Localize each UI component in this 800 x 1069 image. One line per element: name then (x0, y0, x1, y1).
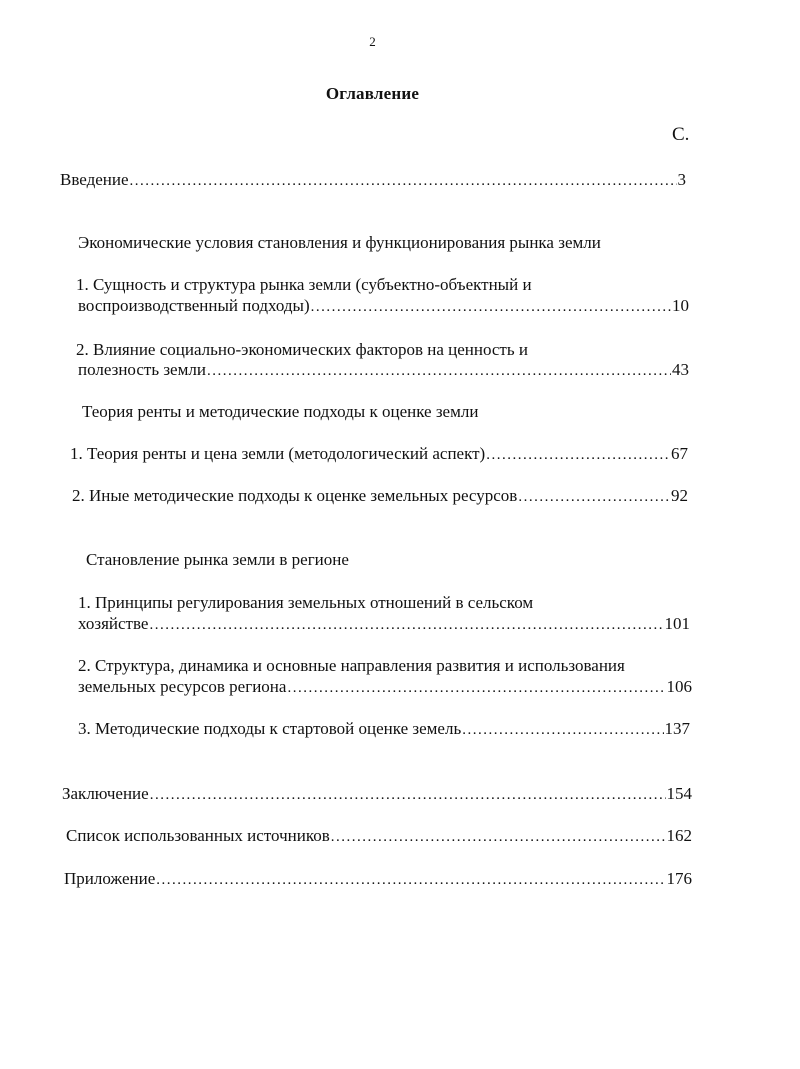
page-column-label: С. (672, 124, 690, 145)
dot-leader (462, 719, 663, 739)
toc-entry-page: 43 (672, 360, 689, 379)
dot-leader (149, 614, 663, 634)
toc-entry-page: 3 (677, 170, 686, 189)
toc-entry-conclusion (62, 784, 692, 804)
toc-entry-label: 1. Принципы регулирования земельных отношений в сельском (78, 593, 534, 612)
page-number: 2 (369, 34, 376, 49)
toc-entry-label: хозяйстве (78, 614, 149, 633)
toc-entry-page: 162 (666, 826, 692, 845)
toc-entry-label: 2. Иные методические подходы к оценке земельных ресурсов (72, 486, 518, 505)
dot-leader (486, 444, 670, 464)
toc-entry-page: 92 (671, 486, 688, 505)
toc-entry-page: 106 (666, 677, 692, 696)
toc-entry-label: Приложение (64, 869, 156, 888)
toc-entry-introduction (60, 170, 686, 190)
toc-entry-label: 1. Сущность и структура рынка земли (субъектно-объектный и (76, 275, 532, 294)
toc-entry-ch2-s1 (70, 444, 688, 464)
toc-entry-page: 137 (664, 719, 690, 738)
toc-entry-page: 101 (664, 614, 690, 633)
toc-entry-ch1-s2 (78, 360, 689, 380)
dot-leader (311, 296, 671, 316)
chapter-1-title: Экономические условия становления и функционирования рынка земли (78, 233, 601, 252)
toc-entry-appendix (64, 869, 692, 889)
dot-leader (130, 170, 677, 190)
toc-entry-label: Заключение (62, 784, 149, 803)
toc-entry-ch3-s2 (78, 677, 692, 697)
chapter-2-title: Теория ренты и методические подходы к оценке земли (82, 402, 479, 421)
toc-entry-label: воспроизводственный подходы) (78, 296, 310, 315)
toc-entry-label: полезность земли (78, 360, 206, 379)
dot-leader (331, 826, 666, 846)
toc-entry-page: 10 (672, 296, 689, 315)
toc-entry-label: 2. Влияние социально-экономических факторов на ценность и (76, 340, 528, 359)
toc-entry-sources (66, 826, 692, 846)
toc-entry-label: 1. Теория ренты и цена земли (методологический аспект) (70, 444, 486, 463)
dot-leader (287, 677, 665, 697)
toc-entry-ch3-s1 (78, 614, 690, 634)
dot-leader (150, 784, 666, 804)
page-title: Оглавление (325, 84, 420, 103)
toc-entry-label: земельных ресурсов региона (78, 677, 287, 696)
dot-leader (207, 360, 671, 380)
toc-entry-page: 154 (666, 784, 692, 803)
toc-entry-page: 176 (666, 869, 692, 888)
toc-entry-label: Введение (60, 170, 129, 189)
dot-leader (156, 869, 665, 889)
toc-entry-ch2-s2 (72, 486, 688, 506)
toc-entry-label: 3. Методические подходы к стартовой оценке земель (78, 719, 462, 738)
toc-entry-label: 2. Структура, динамика и основные направления развития и использования (78, 656, 625, 675)
toc-entry-page: 67 (671, 444, 688, 463)
dot-leader (518, 486, 670, 506)
toc-entry-label: Список использованных источников (66, 826, 330, 845)
toc-entry-ch3-s3 (78, 719, 690, 739)
toc-entry-ch1-s1 (78, 296, 689, 316)
chapter-3-title: Становление рынка земли в регионе (86, 550, 349, 569)
